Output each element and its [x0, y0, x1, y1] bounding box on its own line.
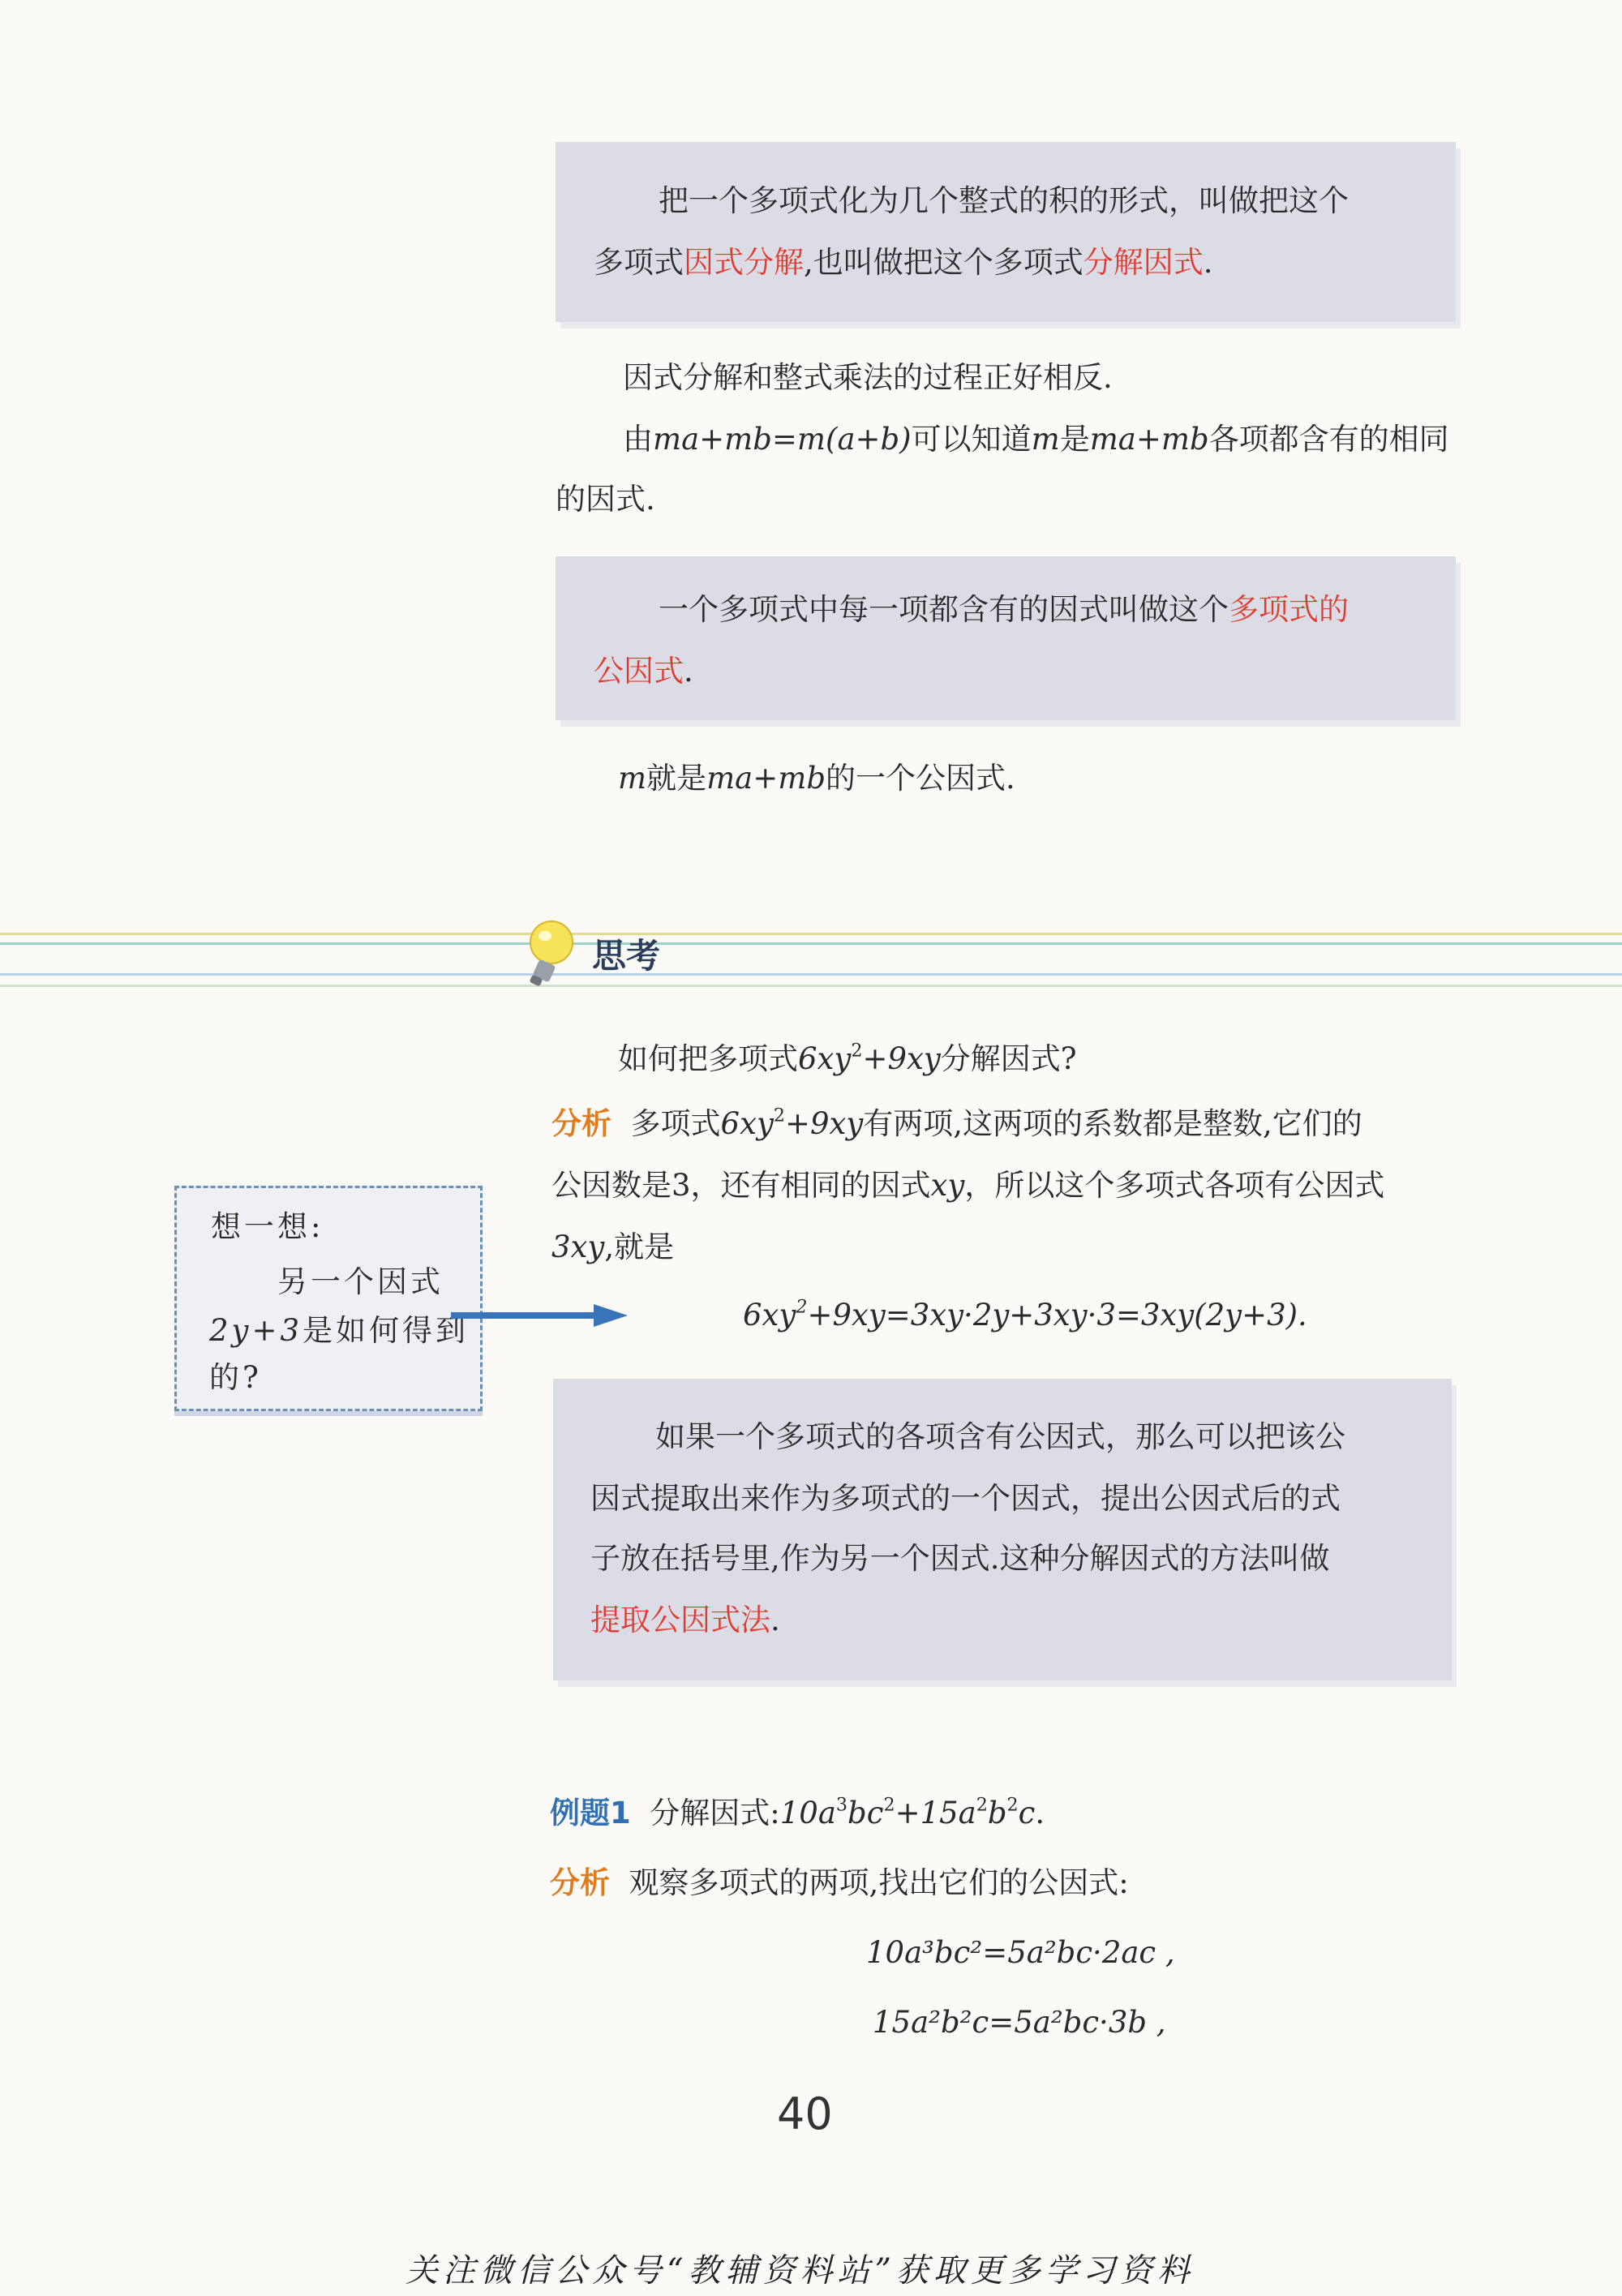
text: 分解因式?	[940, 1041, 1077, 1076]
analysis-line	[551, 1217, 674, 1278]
question	[618, 1028, 1077, 1090]
term-common-factor: 公因式	[594, 654, 684, 689]
side-note-line: 另一个因式	[277, 1264, 444, 1299]
expression: +9xy	[862, 1041, 941, 1076]
definition-line: 子放在括号里,作为另一个因式.这种分解因式的方法叫做	[590, 1541, 1330, 1576]
text: 就是	[646, 761, 707, 796]
paragraph	[623, 409, 1449, 470]
paragraph: 因式分解和整式乘法的过程正好相反.	[623, 360, 1113, 395]
expression: b	[987, 1796, 1007, 1830]
footer-note: 关注微信公众号“教辅资料站”获取更多学习资料	[406, 2252, 1195, 2290]
text: 观察多项式的两项,找出它们的公因式:	[629, 1865, 1129, 1900]
text: 可以知道	[911, 422, 1032, 457]
spacer	[631, 1796, 650, 1830]
text: .	[1203, 245, 1213, 280]
analysis-label: 分析	[550, 1865, 610, 1900]
expression: ma+mb	[706, 761, 826, 796]
expression: +9xy=3xy·2y+3xy·3=3xy(2y+3).	[807, 1298, 1307, 1333]
text: 如何把多项式	[618, 1041, 798, 1076]
definition-line	[590, 1590, 780, 1651]
expression: ma+mb	[1089, 422, 1209, 457]
term-factorization: 因式分解	[684, 245, 804, 280]
definition-line	[659, 579, 1349, 641]
exponent: 2	[796, 1296, 808, 1318]
exponent: 2	[976, 1794, 988, 1816]
formula: 15a²b²c=5a²bc·3b ,	[873, 2005, 1166, 2040]
example-line	[550, 1783, 1045, 1844]
exponent: 2	[851, 1040, 863, 1062]
definition-line	[594, 641, 693, 702]
spacer	[610, 1865, 629, 1900]
side-note-line: 的?	[209, 1360, 262, 1395]
exponent: 2	[883, 1794, 895, 1816]
expression: c	[1018, 1796, 1036, 1830]
definition-line: 因式提取出来作为多项式的一个因式，提出公因式后的式	[590, 1481, 1341, 1516]
expression: 10a	[779, 1796, 836, 1830]
expression: +9xy	[784, 1106, 864, 1141]
page-number: 40	[777, 2088, 833, 2139]
variable: m	[618, 761, 647, 796]
equation: ma+mb=m(a+b)	[653, 422, 912, 457]
text: 各项都含有的相同	[1208, 422, 1449, 457]
expression: bc	[847, 1796, 884, 1830]
analysis-label: 分析	[551, 1106, 611, 1141]
paragraph: 的因式.	[556, 482, 655, 517]
analysis-line	[550, 1852, 1129, 1914]
section-divider	[0, 985, 1622, 987]
section-divider	[0, 933, 1622, 935]
section-divider	[0, 942, 1622, 945]
expression: 6xy	[720, 1106, 774, 1141]
text: 多项式	[594, 245, 684, 280]
variable: m	[1031, 422, 1060, 457]
text: ，所以这个多项式各项有公因式	[964, 1168, 1385, 1203]
term-common-factor: 多项式的	[1229, 592, 1349, 627]
definition-line: 把一个多项式化为几个整式的积的形式，叫做把这个	[659, 183, 1349, 218]
arrow-right-icon	[451, 1301, 629, 1330]
text: 有两项,这两项的系数都是整数,它们的	[863, 1106, 1362, 1141]
think-label: 思考	[592, 936, 661, 976]
analysis-line	[551, 1155, 1384, 1217]
exponent: 2	[1006, 1794, 1019, 1816]
expression: 2y+3	[209, 1313, 303, 1348]
text: .	[770, 1603, 780, 1637]
side-note-title: 想一想:	[211, 1209, 324, 1244]
side-note	[174, 1186, 483, 1411]
text: ,就是	[604, 1230, 675, 1264]
example-label: 例题1	[550, 1796, 631, 1830]
term-factorize: 分解因式	[1083, 245, 1204, 280]
text: ,也叫做把这个多项式	[804, 245, 1083, 280]
text: 是	[1059, 422, 1090, 457]
expression: 3xy	[551, 1230, 605, 1264]
text: 的一个公因式.	[826, 761, 1015, 796]
expression: 6xy	[798, 1041, 852, 1076]
exponent: 2	[773, 1105, 785, 1127]
definition-line	[594, 232, 1213, 294]
text: 公因数是3，还有相同的因式	[551, 1168, 931, 1203]
paragraph	[618, 748, 1015, 809]
spacer	[611, 1106, 631, 1141]
exponent: 3	[835, 1794, 848, 1816]
expression: +15a	[895, 1796, 976, 1830]
analysis-line	[551, 1093, 1362, 1155]
text: 由	[623, 422, 653, 457]
text: 多项式	[630, 1106, 721, 1141]
text: .	[1035, 1796, 1045, 1830]
definition-line: 如果一个多项式的各项含有公因式，那么可以把该公	[655, 1419, 1345, 1454]
formula	[743, 1298, 1307, 1333]
variable: xy	[930, 1168, 965, 1203]
text: 分解因式:	[650, 1796, 780, 1830]
section-divider	[0, 973, 1622, 976]
formula: 10a³bc²=5a²bc·2ac ,	[866, 1935, 1175, 1970]
text: 是如何得到	[303, 1313, 469, 1348]
text: 一个多项式中每一项都含有的因式叫做这个	[659, 592, 1229, 627]
term-extract-common-factor: 提取公因式法	[590, 1603, 770, 1637]
lightbulb-icon	[521, 915, 577, 993]
text: .	[684, 654, 693, 689]
expression: 6xy	[743, 1298, 796, 1333]
